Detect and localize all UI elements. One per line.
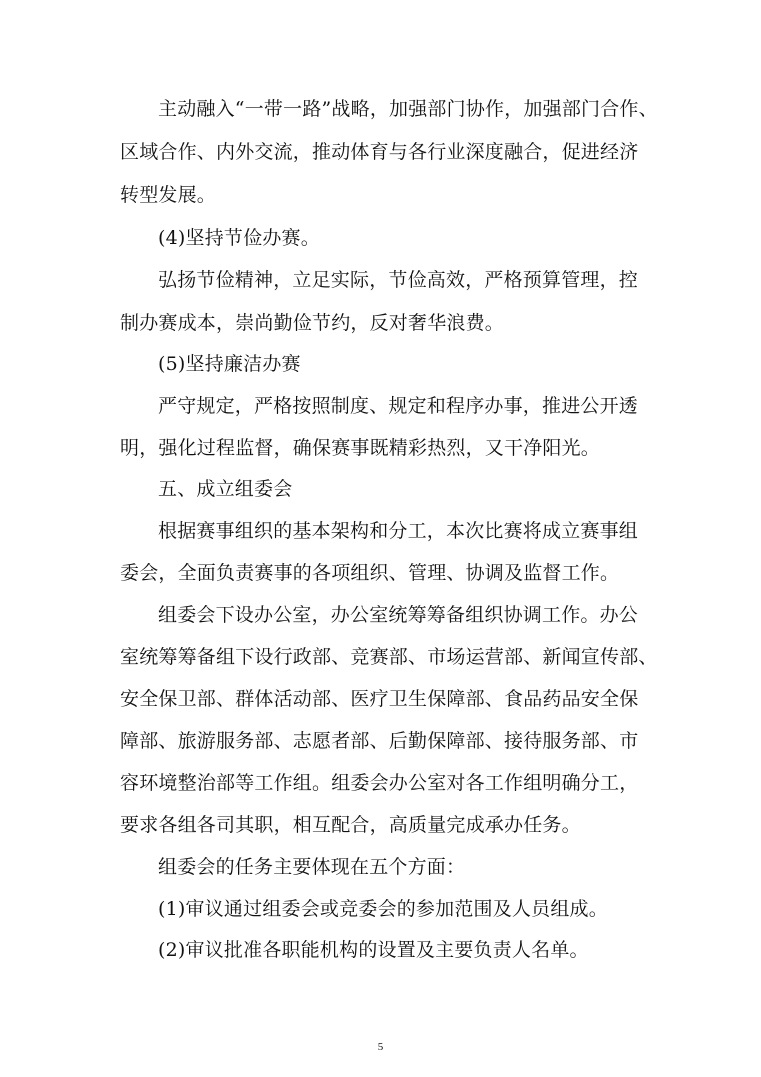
section-heading: 五、成立组委会 (158, 478, 293, 500)
paragraph-line: 根据赛事组织的基本架构和分工，本次比赛将成立赛事组 (158, 520, 639, 542)
paragraph-line: 弘扬节俭精神，立足实际，节俭高效，严格预算管理，控 (158, 269, 639, 291)
paragraph-line: 明，强化过程监督，确保赛事既精彩热烈，又干净阳光。 (120, 437, 601, 459)
paragraph-line: 容环境整治部等工作组。组委会办公室对各工作组明确分工， (120, 772, 639, 794)
paragraph-line: 安全保卫部、群体活动部、医疗卫生保障部、食品药品安全保 (120, 688, 639, 710)
list-item: (1)审议通过组委会或竞委会的参加范围及人员组成。 (158, 898, 608, 920)
paragraph-line: 组委会下设办公室，办公室统筹筹备组织协调工作。办公 (158, 604, 639, 626)
paragraph-line: 障部、旅游服务部、志愿者部、后勤保障部、接待服务部、市 (120, 730, 639, 752)
paragraph-line: 区域合作、内外交流，推动体育与各行业深度融合，促进经济 (120, 141, 639, 163)
paragraph-line: 制办赛成本，崇尚勤俭节约，反对奢华浪费。 (120, 312, 505, 334)
paragraph-line: 委会，全面负责赛事的各项组织、管理、协调及监督工作。 (120, 562, 620, 584)
list-item: (2)审议批准各职能机构的设置及主要负责人名单。 (158, 939, 589, 961)
paragraph-line: 室统筹筹备组下设行政部、竞赛部、市场运营部、新闻宣传部、 (120, 646, 658, 668)
paragraph-line: 转型发展。 (120, 184, 217, 206)
list-item-heading: (5)坚持廉洁办赛 (158, 353, 301, 375)
paragraph-line: 主动融入“一带一路”战略，加强部门协作，加强部门合作、 (158, 98, 658, 120)
paragraph-line: 严守规定，严格按照制度、规定和程序办事，推进公开透 (158, 395, 639, 417)
paragraph-line: 要求各组各司其职，相互配合，高质量完成承办任务。 (120, 814, 581, 836)
page-number: 5 (377, 1041, 384, 1053)
list-item-heading: (4)坚持节俭办赛。 (158, 227, 320, 249)
paragraph-line: 组委会的任务主要体现在五个方面： (158, 856, 466, 878)
